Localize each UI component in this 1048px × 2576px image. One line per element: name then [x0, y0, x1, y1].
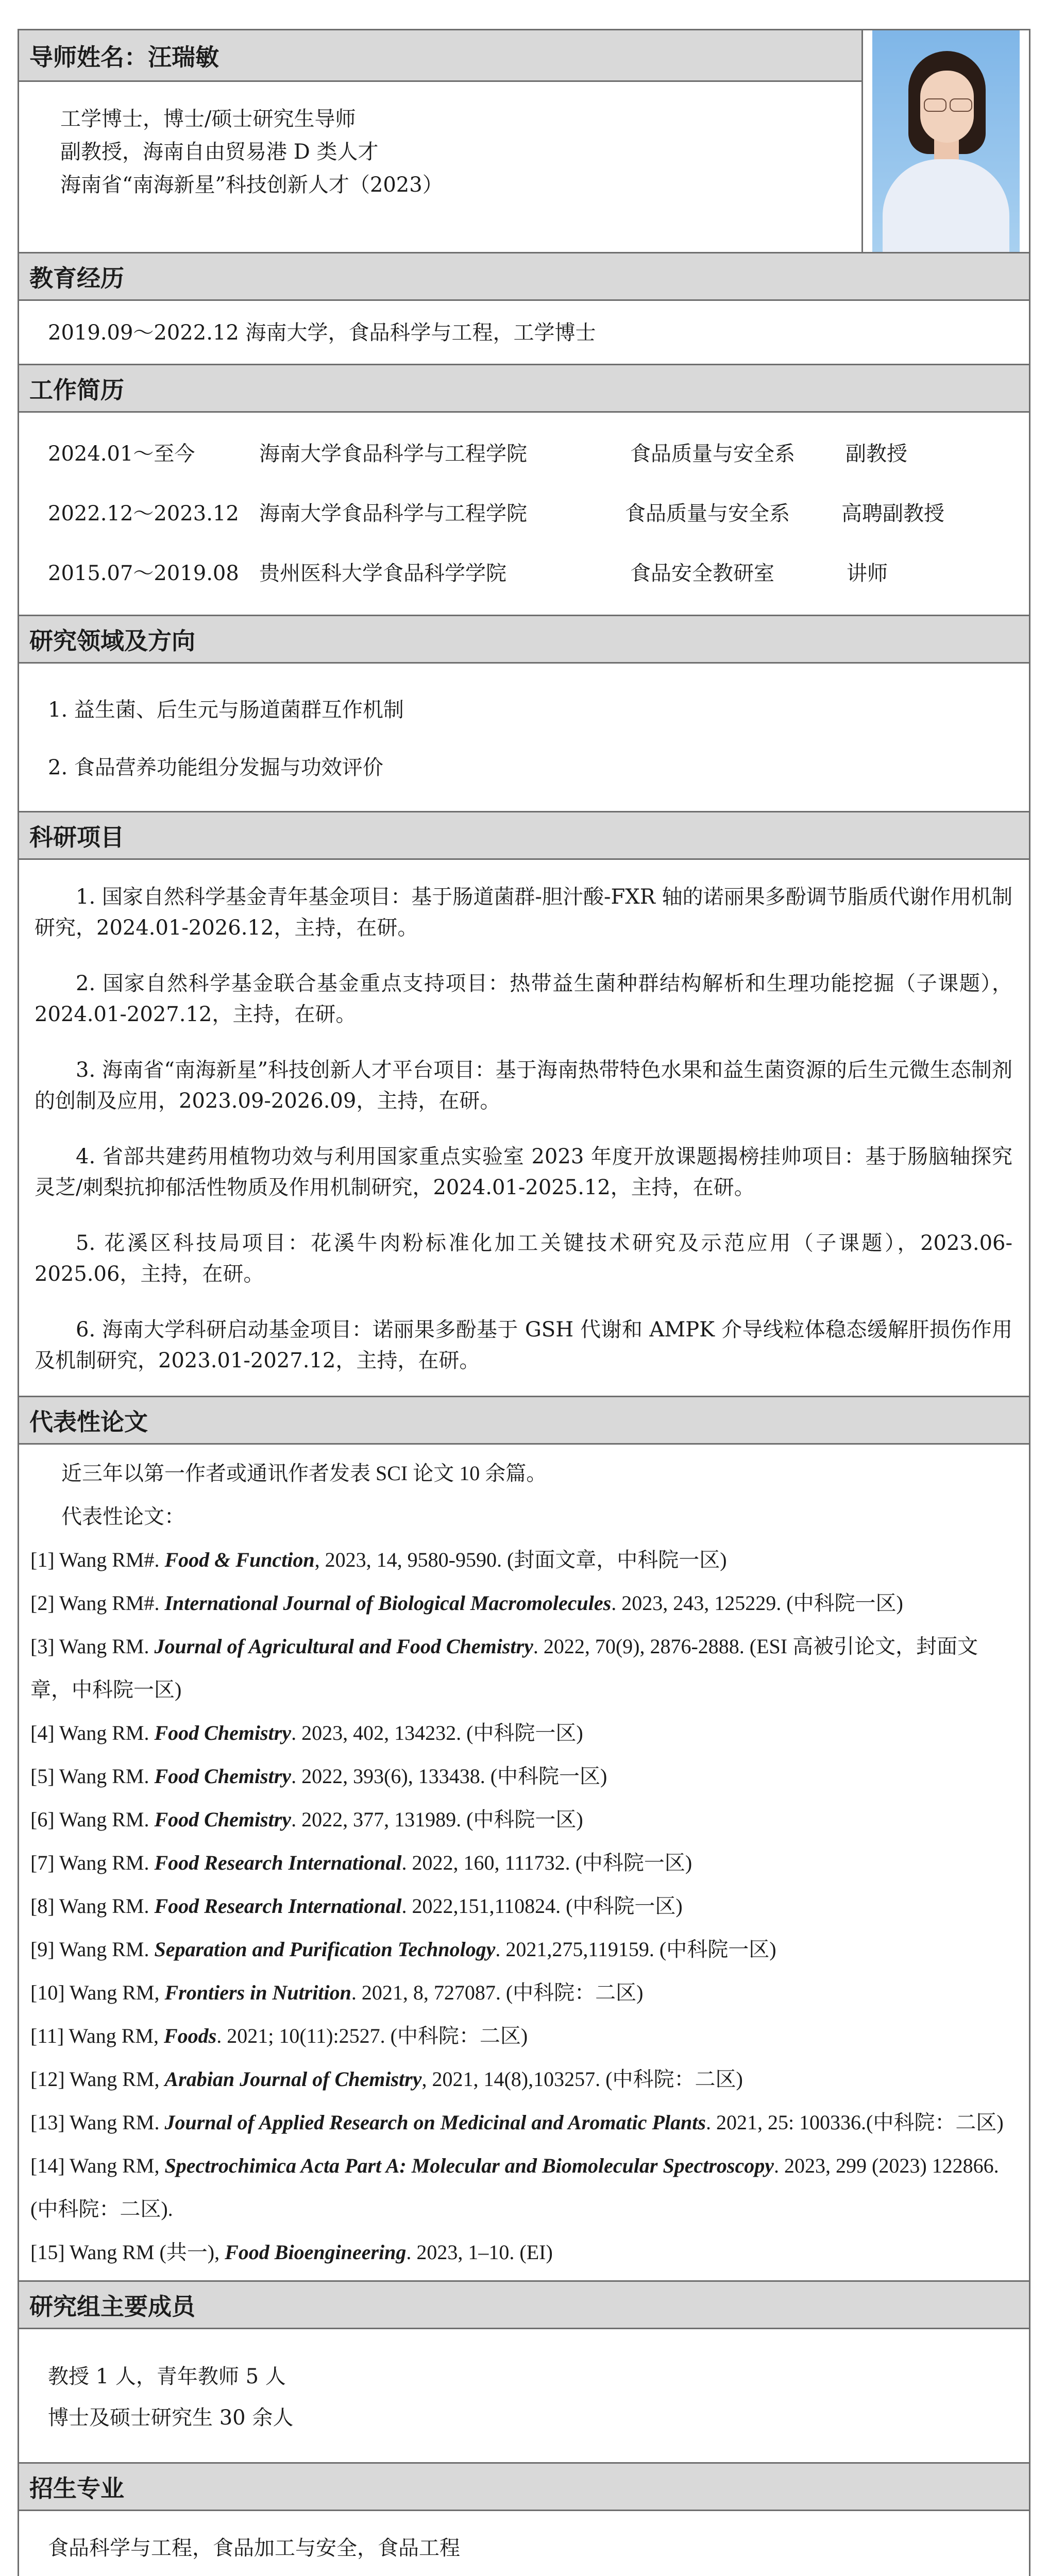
- photo-cell: [863, 30, 1029, 252]
- work-body: [19, 413, 1029, 616]
- journal-name: Food Research International: [154, 1851, 402, 1874]
- paper-item: [15] Wang RM (共一), Food Bioengineering. 2023, 1–10. (EI): [30, 2241, 553, 2264]
- project-item: 6. 海南大学科研启动基金项目：诺丽果多酚基于 GSH 代谢和 AMPK 介导线粒体稳态缓解肝损伤作用及机制研究，2023.01-2027.12，主持，在研。: [35, 1318, 1012, 1372]
- papers-sub: 代表性论文：: [61, 1505, 185, 1528]
- profile-line: 副教授，海南自由贸易港 D 类人才: [60, 140, 379, 164]
- project-item: 4. 省部共建药用植物功效与利用国家重点实验室 2023 年度开放课题揭榜挂帅项目：基于肠脑轴探究灵芝/刺梨抗抑郁活性物质及作用机制研究，2024.01-2025.12，主持，在研。: [35, 1145, 1012, 1199]
- paper-item: [4] Wang RM. Food Chemistry. 2023, 402, 134232. (中科院一区): [30, 1721, 583, 1744]
- journal-name: Foods: [163, 2024, 217, 2047]
- research-item: 1. 益生菌、后生元与肠道菌群互作机制: [48, 698, 404, 722]
- journal-name: Journal of Agricultural and Food Chemistry: [154, 1635, 533, 1658]
- journal-name: Food Chemistry: [154, 1808, 292, 1831]
- profile-document: [18, 29, 1030, 2576]
- paper-item: [9] Wang RM. Separation and Purification Technology. 2021,275,119159. (中科院一区): [30, 1938, 776, 1961]
- projects-body: [19, 860, 1029, 1397]
- portrait-photo: [872, 30, 1020, 252]
- work-row: 2015.07～2019.08 贵州医科大学食品科学学院 食品安全教研室 讲师: [48, 562, 888, 585]
- journal-name: Food Research International: [154, 1894, 402, 1918]
- paper-item: [3] Wang RM. Journal of Agricultural and Food Chemistry. 2022, 70(9), 2876-2888. (ESI 高被引论文，封面文章，中科院一区): [30, 1635, 978, 1701]
- profile-info: [19, 30, 863, 252]
- journal-name: Journal of Applied Research on Medicinal and Aromatic Plants: [164, 2111, 706, 2134]
- profile-lines: [19, 82, 861, 212]
- projects-title: 科研项目: [19, 812, 1029, 860]
- papers-intro: 近三年以第一作者或通讯作者发表 SCI 论文 10 余篇。: [61, 1462, 547, 1485]
- major-line: 食品科学与工程，食品加工与安全，食品工程: [48, 2536, 460, 2560]
- project-item: 3. 海南省“南海新星”科技创新人才平台项目：基于海南热带特色水果和益生菌资源的后生元微生态制剂的创制及应用，2023.09-2026.09，主持，在研。: [35, 1058, 1012, 1113]
- paper-item: [5] Wang RM. Food Chemistry. 2022, 393(6), 133438. (中科院一区): [30, 1765, 607, 1788]
- members-title: 研究组主要成员: [19, 2282, 1029, 2329]
- journal-name: Spectrochimica Acta Part A: Molecular and Biomolecular Spectroscopy: [164, 2154, 774, 2177]
- work-title: 工作简历: [19, 365, 1029, 413]
- paper-item: [7] Wang RM. Food Research International. 2022, 160, 111732. (中科院一区): [30, 1851, 692, 1874]
- profile-header: [19, 30, 1029, 253]
- journal-name: Food & Function: [164, 1548, 315, 1571]
- education-body: [19, 301, 1029, 365]
- paper-item: [6] Wang RM. Food Chemistry. 2022, 377, 131989. (中科院一区): [30, 1808, 583, 1831]
- member-line: 教授 1 人，青年教师 5 人: [48, 2365, 286, 2388]
- research-body: [19, 664, 1029, 812]
- paper-item: [1] Wang RM#. Food & Function, 2023, 14, 9580-9590. (封面文章，中科院一区): [30, 1548, 727, 1571]
- majors-title: 招生专业: [19, 2464, 1029, 2511]
- work-row: 2022.12～2023.12 海南大学食品科学与工程学院 食品质量与安全系 高聘副教授: [48, 502, 944, 526]
- paper-item: [12] Wang RM, Arabian Journal of Chemistry, 2021, 14(8),103257. (中科院：二区): [30, 2067, 743, 2091]
- name-title: 导师姓名：汪瑞敏: [19, 30, 861, 82]
- journal-name: Arabian Journal of Chemistry: [164, 2067, 422, 2091]
- education-title: 教育经历: [19, 253, 1029, 301]
- project-item: 1. 国家自然科学基金青年基金项目：基于肠道菌群-胆汁酸-FXR 轴的诺丽果多酚调节脂质代谢作用机制研究，2024.01-2026.12，主持，在研。: [35, 885, 1012, 940]
- project-item: 5. 花溪区科技局项目：花溪牛肉粉标准化加工关键技术研究及示范应用（子课题），2023.06-2025.06，主持，在研。: [35, 1231, 1012, 1286]
- profile-line: 海南省“南海新星”科技创新人才（2023）: [60, 173, 443, 197]
- education-item: 2019.09～2022.12 海南大学，食品科学与工程，工学博士: [48, 321, 596, 345]
- papers-body: [19, 1445, 1029, 2282]
- journal-name: Food Chemistry: [154, 1765, 292, 1788]
- paper-item: [10] Wang RM, Frontiers in Nutrition. 2021, 8, 727087. (中科院：二区): [30, 1981, 644, 2004]
- paper-item: [11] Wang RM, Foods. 2021; 10(11):2527. (中科院：二区): [30, 2024, 528, 2047]
- journal-name: International Journal of Biological Macromolecules: [164, 1591, 612, 1615]
- work-row: 2024.01～至今 海南大学食品科学与工程学院 食品质量与安全系 副教授: [48, 442, 907, 466]
- paper-item: [13] Wang RM. Journal of Applied Research on Medicinal and Aromatic Plants. 2021, 25: 100336.(中科院：二区): [30, 2111, 1004, 2134]
- journal-name: Food Bioengineering: [225, 2241, 407, 2264]
- journal-name: Food Chemistry: [154, 1721, 292, 1744]
- papers-title: 代表性论文: [19, 1397, 1029, 1445]
- research-title: 研究领域及方向: [19, 616, 1029, 664]
- paper-item: [8] Wang RM. Food Research International. 2022,151,110824. (中科院一区): [30, 1894, 683, 1918]
- research-item: 2. 食品营养功能组分发掘与功效评价: [48, 756, 383, 779]
- majors-body: [19, 2511, 1029, 2576]
- paper-list: [30, 1538, 1013, 2274]
- paper-item: [14] Wang RM, Spectrochimica Acta Part A: Molecular and Biomolecular Spectroscopy. 2023, 299 (2023) 122866. (中科院：二区).: [30, 2154, 999, 2221]
- journal-name: Separation and Purification Technology: [154, 1938, 496, 1961]
- members-body: [19, 2329, 1029, 2464]
- member-line: 博士及硕士研究生 30 余人: [48, 2406, 294, 2430]
- journal-name: Frontiers in Nutrition: [164, 1981, 351, 2004]
- paper-item: [2] Wang RM#. International Journal of Biological Macromolecules. 2023, 243, 125229. (中科院一区): [30, 1591, 903, 1615]
- project-item: 2. 国家自然科学基金联合基金重点支持项目：热带益生菌种群结构解析和生理功能挖掘（子课题），2024.01-2027.12，主持，在研。: [35, 972, 1012, 1026]
- profile-line: 工学博士，博士/硕士研究生导师: [60, 107, 356, 131]
